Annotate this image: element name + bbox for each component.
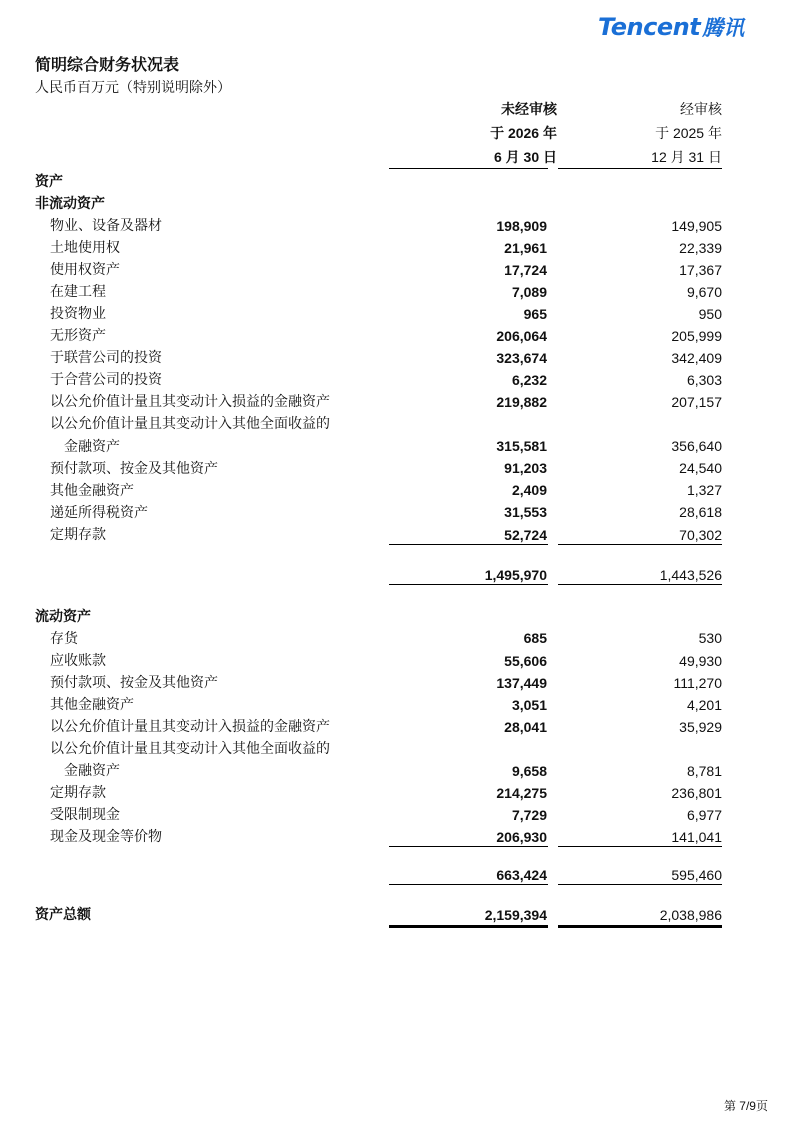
row-value-previous: 149,905: [671, 218, 722, 234]
row-value-current: 219,882: [496, 394, 547, 410]
row-value-previous: 9,670: [686, 284, 722, 300]
row-value-current: 55,606: [504, 653, 547, 669]
header-rule-current: [389, 168, 548, 169]
row-label: 物业、设备及器材: [50, 217, 162, 233]
current-subtotal-bottom-rule-current: [389, 884, 548, 885]
row-value-current: 214,275: [496, 785, 547, 801]
row-label: 其他金融资产: [50, 696, 134, 712]
row-label: 以公允价值计量且其变动计入损益的金融资产: [50, 393, 330, 409]
row-value-previous: 207,157: [671, 394, 722, 410]
row-value-previous: 356,640: [671, 438, 722, 454]
row-label: 土地使用权: [50, 239, 120, 255]
row-value-previous: 28,618: [679, 504, 722, 520]
row-value-current: 31,553: [504, 504, 547, 520]
tencent-logo: [598, 12, 744, 42]
row-value-previous: 6,303: [686, 372, 722, 388]
row-label: 受限制现金: [50, 806, 120, 822]
col-previous-line1: 经审核: [680, 101, 722, 117]
row-value-previous: 141,041: [671, 829, 722, 845]
row-value-previous: 950: [698, 306, 722, 322]
logo-brand-cn: 腾讯: [702, 16, 745, 40]
current-subtotal-bottom-rule-previous: [558, 884, 722, 885]
row-value-previous: 22,339: [679, 240, 722, 256]
subtotal-value-current: 663,424: [496, 867, 547, 883]
col-current-line3: 6 月 30 日: [493, 149, 557, 165]
row-value-previous: 205,999: [671, 328, 722, 344]
col-current-line1: 未经审核: [501, 101, 557, 117]
subtotal-value-previous: 1,443,526: [659, 567, 722, 583]
row-value-current: 206,930: [496, 829, 547, 845]
row-label: 其他金融资产: [50, 482, 134, 498]
header-rule-previous: [558, 168, 722, 169]
row-label: 在建工程: [50, 283, 106, 299]
row-value-previous: 6,977: [686, 807, 722, 823]
col-previous-line3: 12 月 31 日: [651, 149, 722, 165]
row-value-current: 28,041: [504, 719, 547, 735]
page-number: 第 7/9页: [723, 1099, 768, 1113]
row-value-current: 9,658: [511, 763, 547, 779]
row-value-previous: 24,540: [679, 460, 722, 476]
row-value-current: 21,961: [504, 240, 547, 256]
row-label: 递延所得税资产: [50, 504, 148, 520]
total-assets-label: 资产总额: [35, 906, 91, 922]
total-double-rule-previous: [558, 925, 722, 928]
row-label: 以公允价值计量且其变动计入其他全面收益的: [50, 415, 330, 431]
row-value-current: 685: [523, 630, 547, 646]
row-label: 以公允价值计量且其变动计入其他全面收益的: [50, 740, 330, 756]
statement-subtitle: 人民币百万元（特别说明除外）: [35, 79, 231, 95]
row-label-continued: 金融资产: [64, 438, 120, 454]
subtotal-rule-current: [389, 544, 548, 545]
row-value-current: 52,724: [504, 527, 547, 543]
row-value-current: 2,409: [511, 482, 547, 498]
row-value-current: 7,089: [511, 284, 547, 300]
col-previous-line2: 于 2025 年: [655, 125, 722, 141]
row-value-current: 198,909: [496, 218, 547, 234]
section-current-assets: 流动资产: [35, 608, 91, 624]
row-label: 定期存款: [50, 784, 106, 800]
row-value-current: 315,581: [496, 438, 547, 454]
row-label: 以公允价值计量且其变动计入损益的金融资产: [50, 718, 330, 734]
row-value-previous: 4,201: [686, 697, 722, 713]
section-non-current-assets: 非流动资产: [35, 195, 105, 211]
row-value-current: 137,449: [496, 675, 547, 691]
row-label: 预付款项、按金及其他资产: [50, 674, 218, 690]
row-label: 现金及现金等价物: [50, 828, 162, 844]
row-value-previous: 35,929: [679, 719, 722, 735]
row-label: 使用权资产: [50, 261, 120, 277]
col-current-line2: 于 2026 年: [490, 125, 557, 141]
row-value-previous: 70,302: [679, 527, 722, 543]
subtotal-rule-previous: [558, 544, 722, 545]
subtotal-value-current: 1,495,970: [484, 567, 547, 583]
row-label: 于联营公司的投资: [50, 349, 162, 365]
row-label: 投资物业: [50, 305, 106, 321]
current-subtotal-rule-previous: [558, 846, 722, 847]
row-value-previous: 342,409: [671, 350, 722, 366]
subtotal-bottom-rule-current: [389, 584, 548, 585]
subtotal-bottom-rule-previous: [558, 584, 722, 585]
row-value-current: 323,674: [496, 350, 547, 366]
row-value-previous: 17,367: [679, 262, 722, 278]
current-subtotal-rule-current: [389, 846, 548, 847]
row-value-previous: 236,801: [671, 785, 722, 801]
row-value-current: 91,203: [504, 460, 547, 476]
row-label: 存货: [50, 630, 78, 646]
row-value-current: 206,064: [496, 328, 547, 344]
row-value-current: 3,051: [511, 697, 547, 713]
row-value-current: 965: [523, 306, 547, 322]
row-label: 无形资产: [50, 327, 106, 343]
subtotal-value-previous: 595,460: [671, 867, 722, 883]
row-value-previous: 49,930: [679, 653, 722, 669]
row-value-previous: 8,781: [686, 763, 722, 779]
section-assets: 资产: [35, 173, 63, 189]
row-label-continued: 金融资产: [64, 762, 120, 778]
row-label: 定期存款: [50, 526, 106, 542]
row-value-previous: 1,327: [686, 482, 722, 498]
statement-title: 简明综合财务状况表: [35, 57, 180, 74]
logo-brand-en: Tencent: [598, 13, 701, 41]
total-assets-current: 2,159,394: [484, 907, 547, 923]
row-value-previous: 530: [698, 630, 722, 646]
row-value-current: 7,729: [511, 807, 547, 823]
total-assets-previous: 2,038,986: [659, 907, 722, 923]
row-value-previous: 111,270: [673, 675, 722, 691]
row-value-current: 17,724: [504, 262, 547, 278]
row-label: 预付款项、按金及其他资产: [50, 460, 218, 476]
row-label: 应收账款: [50, 652, 106, 668]
row-label: 于合营公司的投资: [50, 371, 162, 387]
total-double-rule-current: [389, 925, 548, 928]
row-value-current: 6,232: [511, 372, 547, 388]
